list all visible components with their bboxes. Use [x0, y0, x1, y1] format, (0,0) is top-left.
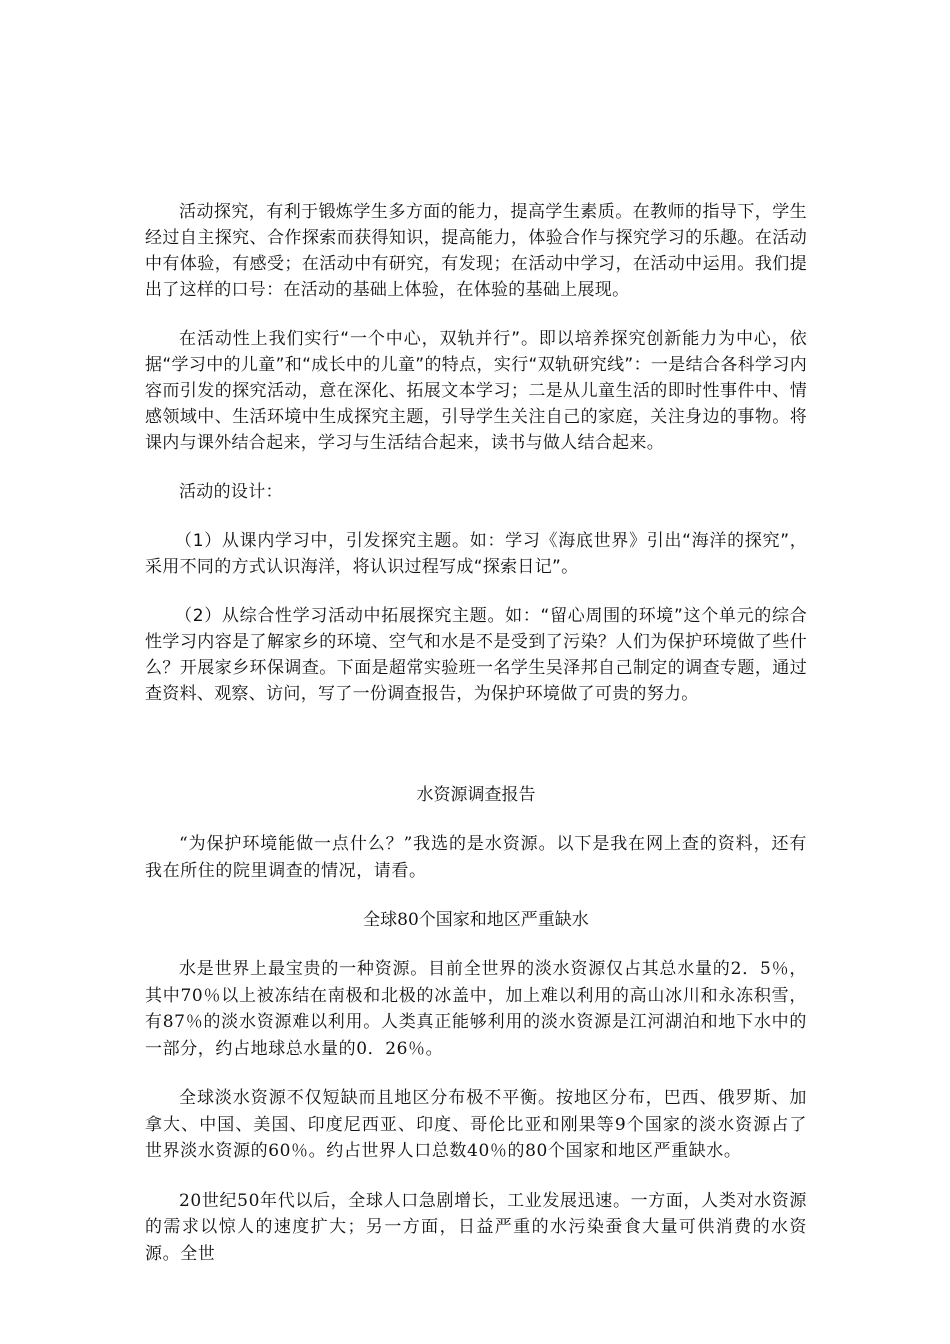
design-item-1: （1）从课内学习中，引发探究主题。如：学习《海底世界》引出“海洋的探究”，采用不同的方式认识海洋，将认识过程写成“探索日记”。	[145, 531, 807, 577]
intro-paragraph-1: 活动探究，有利于锻炼学生多方面的能力，提高学生素质。在教师的指导下，学生经过自主探究、合作探索而获得知识，提高能力，体验合作与探究学习的乐趣。在活动中有体验，有感受；在活动中有研究，有发现；在活动中学习，在活动中运用。我们提出了这样的口号：在活动的基础上体验，在体验的基础上展现。	[145, 202, 807, 300]
report-paragraph-1: 水是世界上最宝贵的一种资源。目前全世界的淡水资源仅占其总水量的2．5％，其中70％以上被冻结在南极和北极的冰盖中，加上难以利用的高山冰川和永冻积雪，有87％的淡水资源难以利用。人类真正能够利用的淡水资源是江河湖泊和地下水中的一部分，约占地球总水量的0．26％。	[145, 959, 807, 1059]
report-paragraph-2: 全球淡水资源不仅短缺而且地区分布极不平衡。按地区分布，巴西、俄罗斯、加拿大、中国、美国、印度尼西亚、印度、哥伦比亚和刚果等9个国家的淡水资源占了世界淡水资源的60％。约占世界人口总数40％的80个国家和地区严重缺水。	[145, 1088, 807, 1161]
section-spacer	[145, 730, 807, 782]
report-subtitle: 全球80个国家和地区严重缺水	[363, 910, 589, 930]
water-report-section	[145, 782, 807, 1267]
intro-paragraph-2: 在活动性上我们实行“一个中心，双轨并行”。即以培养探究创新能力为中心，依据“学习中的儿童”和“成长中的儿童”的特点，实行“双轨研究线”：一是结合各科学习内容而引发的探究活动，意在深化、拓展文本学习；二是从儿童生活的即时性事件中、情感领域中、生活环境中生成探究主题，引导学生关注自己的家庭，关注身边的事物。将课内与课外结合起来，学习与生活结合起来，读书与做人结合起来。	[145, 329, 807, 453]
report-intro: “为保护环境能做一点什么？”我选的是水资源。以下是我在网上查的资料，还有我在所住的院里调查的情况，请看。	[145, 834, 807, 881]
activity-design-heading: 活动的设计：	[179, 482, 283, 502]
design-item-2: （2）从综合性学习活动中拓展探究主题。如：“留心周围的环境”这个单元的综合性学习内容是了解家乡的环境、空气和水是不是受到了污染？人们为保护环境做了些什么？开展家乡环保调查。下面是超常实验班一名学生吴泽邦自己制定的调查专题，通过查资料、观察、访问，写了一份调查报告，为保护环境做了可贵的努力。	[145, 606, 807, 704]
report-paragraph-3: 20世纪50年代以后，全球人口急剧增长，工业发展迅速。一方面，人类对水资源的需求以惊人的速度扩大；另一方面，日益严重的水污染蚕食大量可供消费的水资源。全世	[145, 1190, 807, 1264]
document-page	[145, 199, 807, 1290]
report-title: 水资源调查报告	[416, 785, 536, 805]
